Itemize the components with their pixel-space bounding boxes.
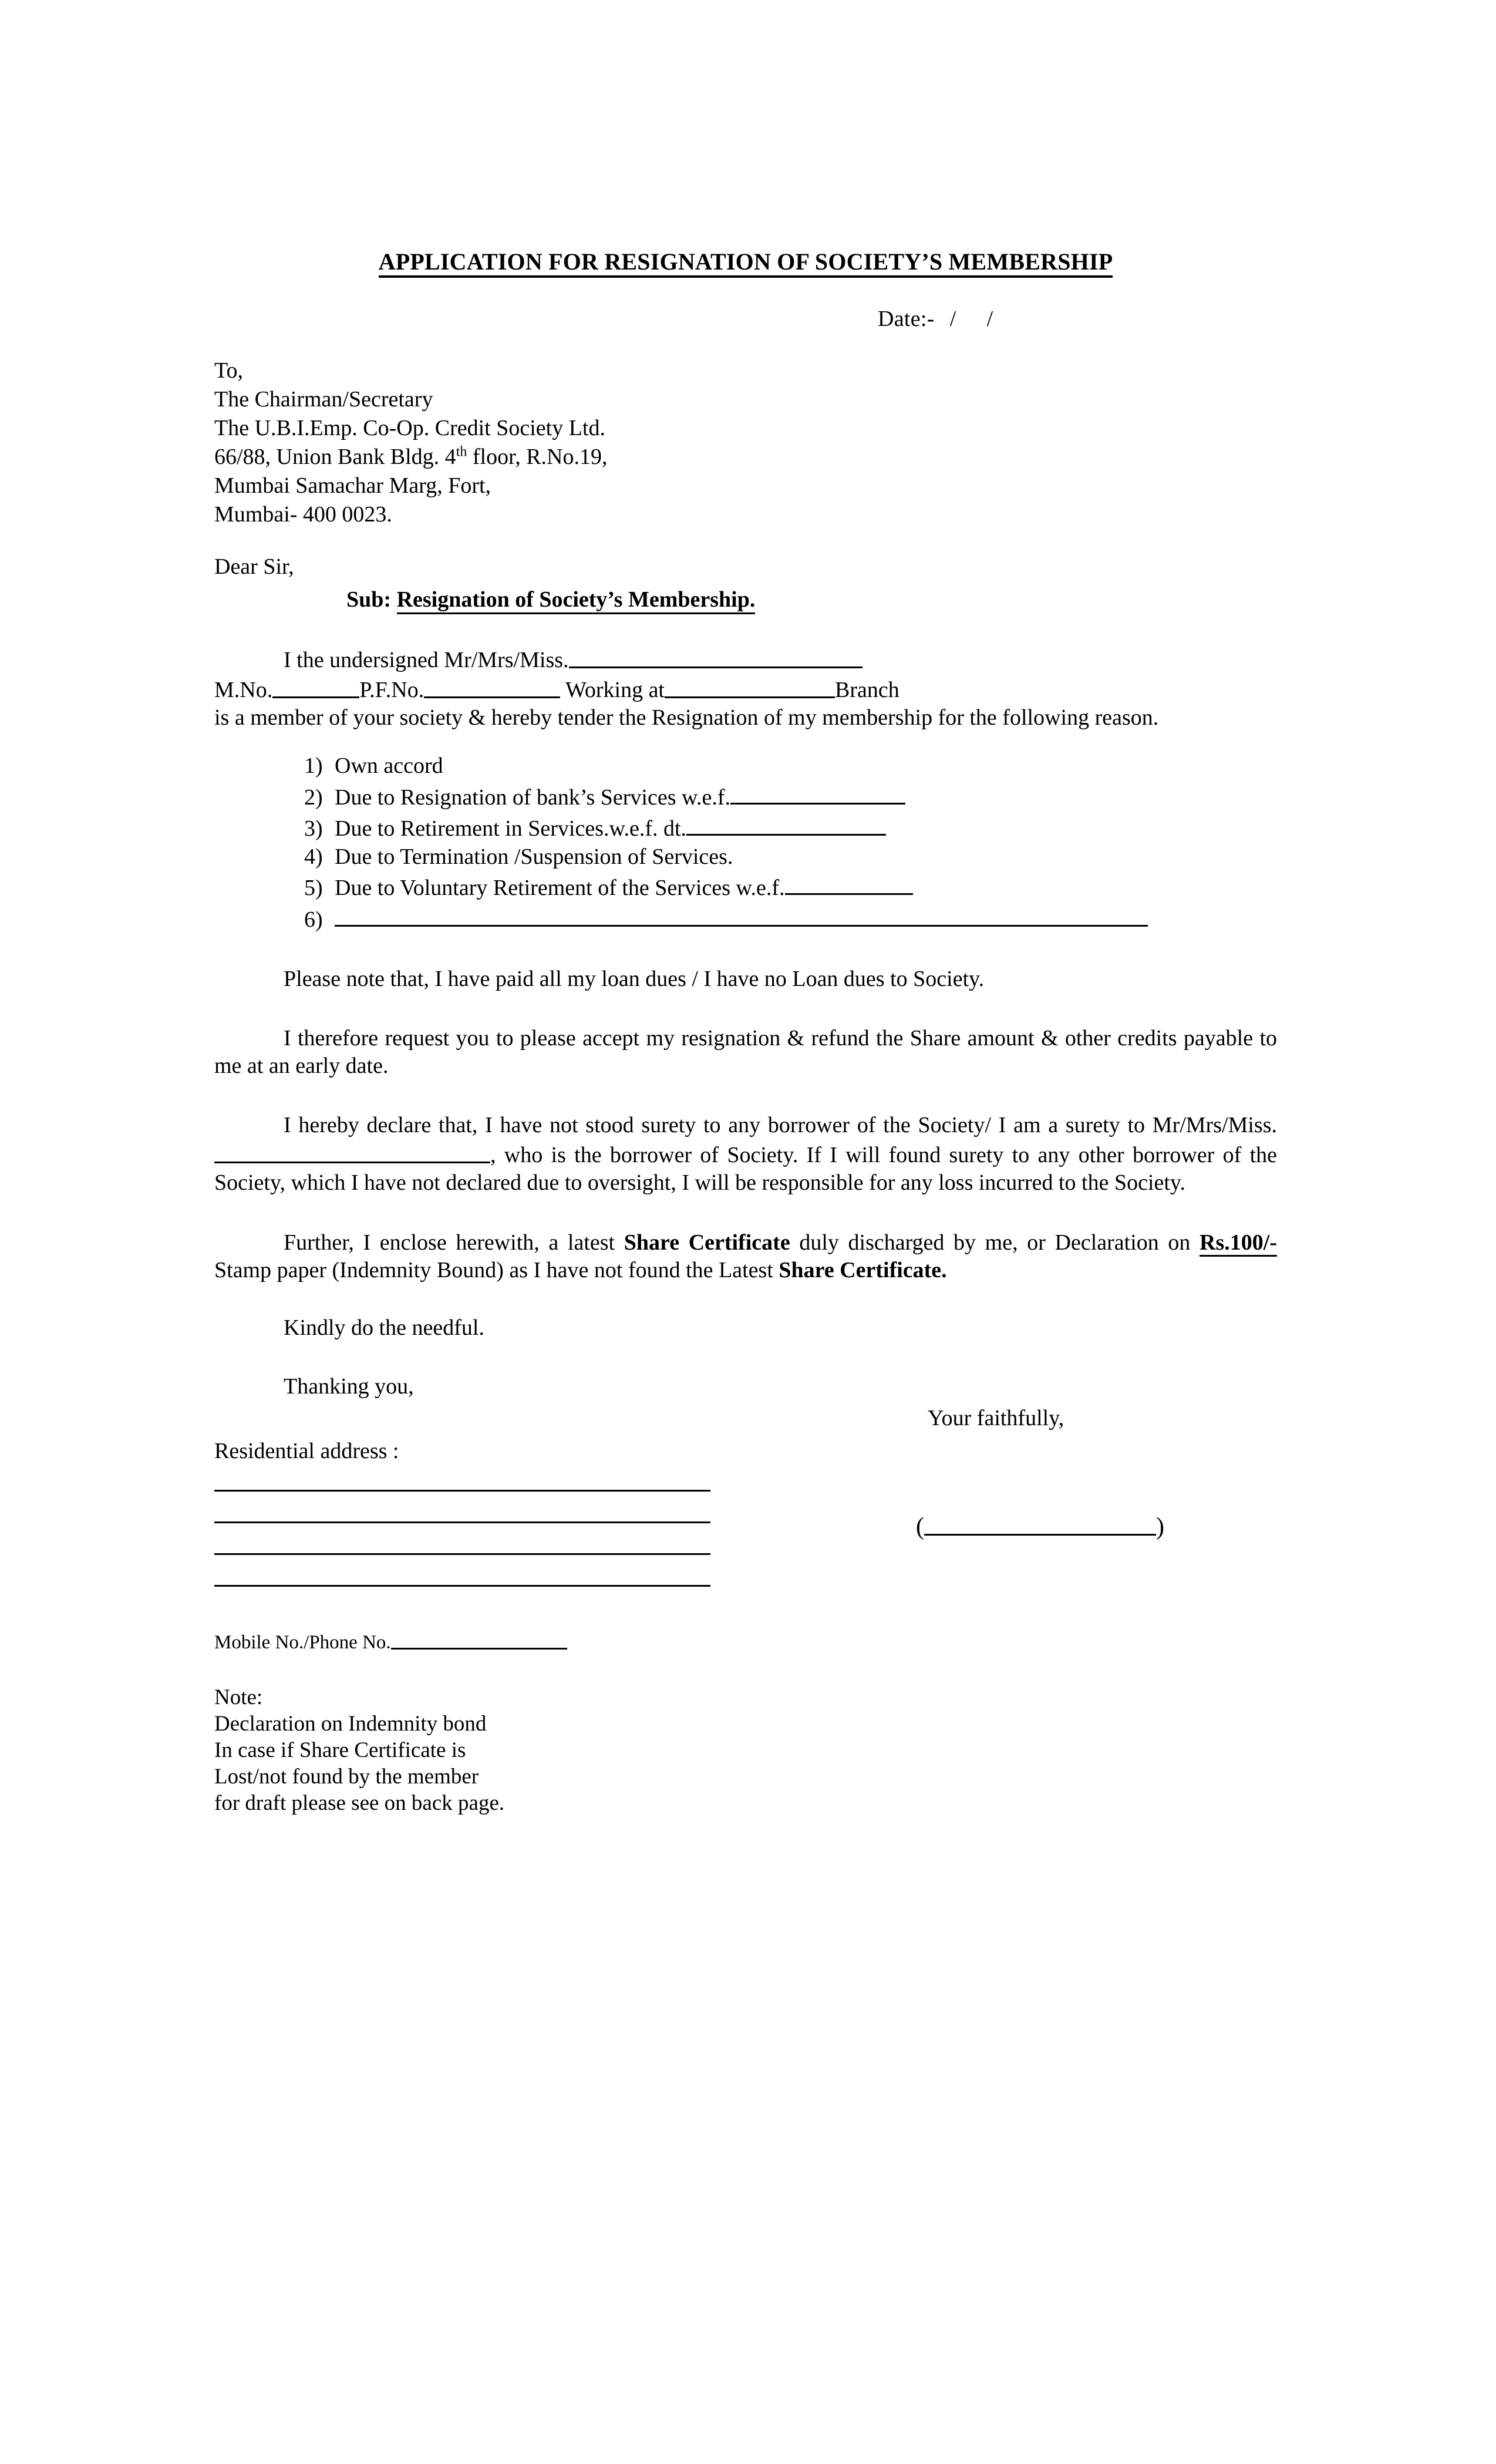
working-at-label: Working at — [565, 678, 665, 703]
recipient-to: To, — [214, 358, 244, 383]
reason-text: Due to Resignation of bank’s Services w.e.f. — [335, 785, 730, 810]
list-item — [304, 871, 1277, 902]
date-label: Date:- — [878, 307, 935, 331]
reason-number: 3) — [304, 816, 323, 841]
loan-dues-paragraph: Please note that, I have paid all my loan dues / I have no Loan dues to Society. — [284, 966, 985, 991]
recipient-line-5: Mumbai- 400 0023. — [214, 502, 392, 527]
list-item — [304, 752, 1277, 780]
note-line-3: Lost/not found by the member — [214, 1765, 479, 1789]
surety-declaration-text-before: I hereby declare that, I have not stood surety to any borrower of the Society/ I am a surety to Mr/Mrs/Miss. — [284, 1113, 1277, 1138]
reason-6-other-blank[interactable] — [335, 903, 1148, 927]
surety-declaration-text-after: , who is the borrower of Society. If I will found surety to any other borrower of the Society, which I have not declared due to oversight, I will be responsible for any loss incurred to the Society. — [214, 1143, 1277, 1196]
recipient-line-2: The U.B.I.Emp. Co-Op. Credit Society Ltd. — [214, 416, 605, 441]
recipient-line-1: The Chairman/Secretary — [214, 387, 433, 412]
reason-text: Due to Voluntary Retirement of the Services w.e.f. — [335, 876, 785, 901]
date-separator-2: / — [986, 307, 993, 331]
subject-label: Sub: — [346, 587, 392, 612]
residential-address-line-2[interactable] — [214, 1522, 710, 1523]
surety-name-blank-field[interactable] — [214, 1139, 490, 1163]
page-title: APPLICATION FOR RESIGNATION OF SOCIETY’S MEMBERSHIP — [379, 250, 1113, 278]
reason-text: Due to Termination /Suspension of Services. — [335, 844, 733, 870]
list-item — [304, 812, 1277, 843]
note-block — [214, 1684, 1277, 1817]
pf-number-label: P.F.No. — [359, 678, 424, 703]
recipient-line-3-suffix: floor, R.No.19, — [467, 445, 608, 470]
reasons-list — [214, 752, 1277, 934]
residential-address-label: Residential address : — [214, 1438, 399, 1463]
reason-number: 6) — [304, 907, 323, 932]
note-line-4: for draft please see on back page. — [214, 1791, 505, 1816]
note-line-1: Declaration on Indemnity bond — [214, 1711, 487, 1736]
stamp-amount-emphasis: Rs.100/- — [1200, 1230, 1277, 1257]
note-line-2: In case if Share Certificate is — [214, 1738, 466, 1763]
mobile-phone-label: Mobile No./Phone No. — [214, 1631, 391, 1653]
recipient-line-3-prefix: 66/88, Union Bank Bldg. 4 — [214, 445, 456, 470]
salutation: Dear Sir, — [214, 554, 294, 580]
reason-number: 4) — [304, 844, 323, 870]
intro-undersigned-label: I the undersigned Mr/Mrs/Miss. — [284, 648, 569, 673]
enclosure-text-3: Stamp paper (Indemnity Bound) as I have not found the Latest — [214, 1257, 779, 1283]
refund-request-paragraph: I therefore request you to please accept my resignation & refund the Share amount & other credits payable to me at an early date. — [214, 1026, 1277, 1079]
reason-number: 1) — [304, 753, 323, 779]
signature-area — [214, 1477, 1277, 1624]
intro-paragraph — [214, 644, 1277, 704]
kindly-do-needful-line: Kindly do the needful. — [284, 1315, 484, 1340]
date-line — [214, 306, 1277, 332]
intro-paragraph-continued: is a member of your society & hereby tender the Resignation of my membership for the following reason. — [214, 705, 1159, 731]
your-faithfully-line: Your faithfully, — [928, 1405, 1064, 1430]
list-item — [304, 780, 1277, 812]
enclosure-text-2: duly discharged by me, or Declaration on — [790, 1230, 1200, 1255]
enclosure-paragraph — [214, 1229, 1277, 1284]
share-certificate-emphasis-2: Share Certificate. — [779, 1257, 947, 1283]
thanking-you-line: Thanking you, — [284, 1374, 414, 1399]
reason-3-date-blank[interactable] — [686, 812, 886, 836]
recipient-address-block — [214, 356, 1277, 529]
recipient-line-3-ordinal: th — [456, 444, 467, 460]
note-heading: Note: — [214, 1685, 263, 1709]
subject-text: Resignation of Society’s Membership. — [397, 587, 756, 614]
residential-address-line-3[interactable] — [214, 1553, 710, 1555]
reason-5-date-blank[interactable] — [785, 871, 913, 895]
name-blank-field[interactable] — [569, 644, 862, 668]
membership-number-label: M.No. — [214, 678, 273, 703]
page-title-container — [214, 250, 1277, 278]
list-item — [304, 903, 1277, 934]
membership-number-blank-field[interactable] — [272, 674, 359, 698]
reason-text: Own accord — [335, 753, 443, 779]
subject-line — [214, 587, 1277, 612]
document-body — [214, 0, 1277, 1816]
residential-address-line-1[interactable] — [214, 1490, 710, 1492]
reason-number: 5) — [304, 876, 323, 901]
list-item — [304, 843, 1277, 871]
reason-text: Due to Retirement in Services.w.e.f. dt. — [335, 816, 687, 841]
enclosure-text-1: Further, I enclose herewith, a latest — [284, 1230, 624, 1255]
reason-number: 2) — [304, 785, 323, 810]
recipient-line-4: Mumbai Samachar Marg, Fort, — [214, 473, 491, 499]
branch-blank-field[interactable] — [665, 674, 835, 698]
residential-address-line-4[interactable] — [214, 1585, 710, 1587]
branch-label: Branch — [835, 678, 899, 703]
date-separator-1: / — [949, 307, 956, 331]
signature-blank[interactable] — [924, 1509, 1156, 1536]
recipient-line-3 — [214, 443, 1277, 472]
mobile-phone-line — [214, 1628, 1277, 1654]
reason-2-date-blank[interactable] — [730, 780, 905, 804]
pf-number-blank-field[interactable] — [424, 674, 560, 698]
surety-declaration-paragraph — [214, 1112, 1277, 1197]
signature-field[interactable]: ( ) — [916, 1509, 1164, 1541]
mobile-phone-blank-field[interactable] — [391, 1628, 567, 1650]
share-certificate-emphasis-1: Share Certificate — [624, 1230, 790, 1255]
